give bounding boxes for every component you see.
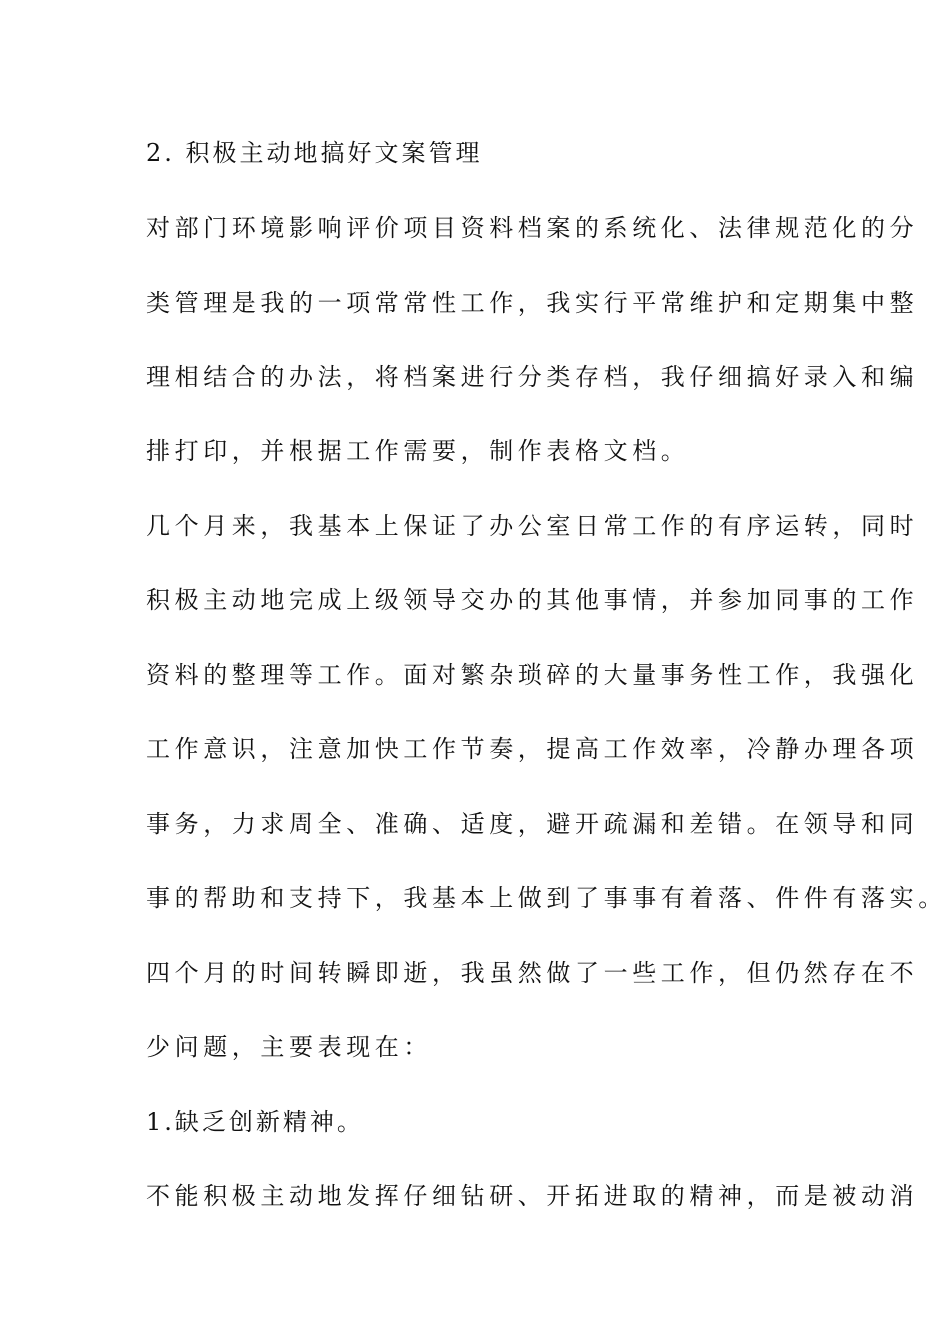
paragraph-line: 少问题，主要表现在：	[146, 1033, 432, 1061]
paragraph-line: 类管理是我的一项常常性工作，我实行平常维护和定期集中整	[146, 289, 919, 317]
paragraph-line: 事的帮助和支持下，我基本上做到了事事有着落、件件有落实。	[146, 884, 947, 912]
paragraph-line: 资料的整理等工作。面对繁杂琐碎的大量事务性工作，我强化	[146, 661, 919, 689]
paragraph-line: 不能积极主动地发挥仔细钻研、开拓进取的精神，而是被动消	[146, 1182, 919, 1210]
paragraph-line: 四个月的时间转瞬即逝，我虽然做了一些工作，但仍然存在不	[146, 959, 919, 987]
section-heading: 2. 积极主动地搞好文案管理	[146, 139, 483, 167]
paragraph-line: 积极主动地完成上级领导交办的其他事情，并参加同事的工作	[146, 586, 919, 614]
paragraph-line: 几个月来，我基本上保证了办公室日常工作的有序运转，同时	[146, 512, 919, 540]
paragraph-line: 工作意识，注意加快工作节奏，提高工作效率，冷静办理各项	[146, 735, 919, 763]
paragraph-line: 对部门环境影响评价项目资料档案的系统化、法律规范化的分	[146, 214, 919, 242]
list-item-heading: 1.缺乏创新精神。	[146, 1108, 364, 1136]
paragraph-line: 排打印，并根据工作需要，制作表格文档。	[146, 437, 690, 465]
paragraph-line: 理相结合的办法，将档案进行分类存档，我仔细搞好录入和编	[146, 363, 919, 391]
paragraph-line: 事务，力求周全、准确、适度，避开疏漏和差错。在领导和同	[146, 810, 919, 838]
